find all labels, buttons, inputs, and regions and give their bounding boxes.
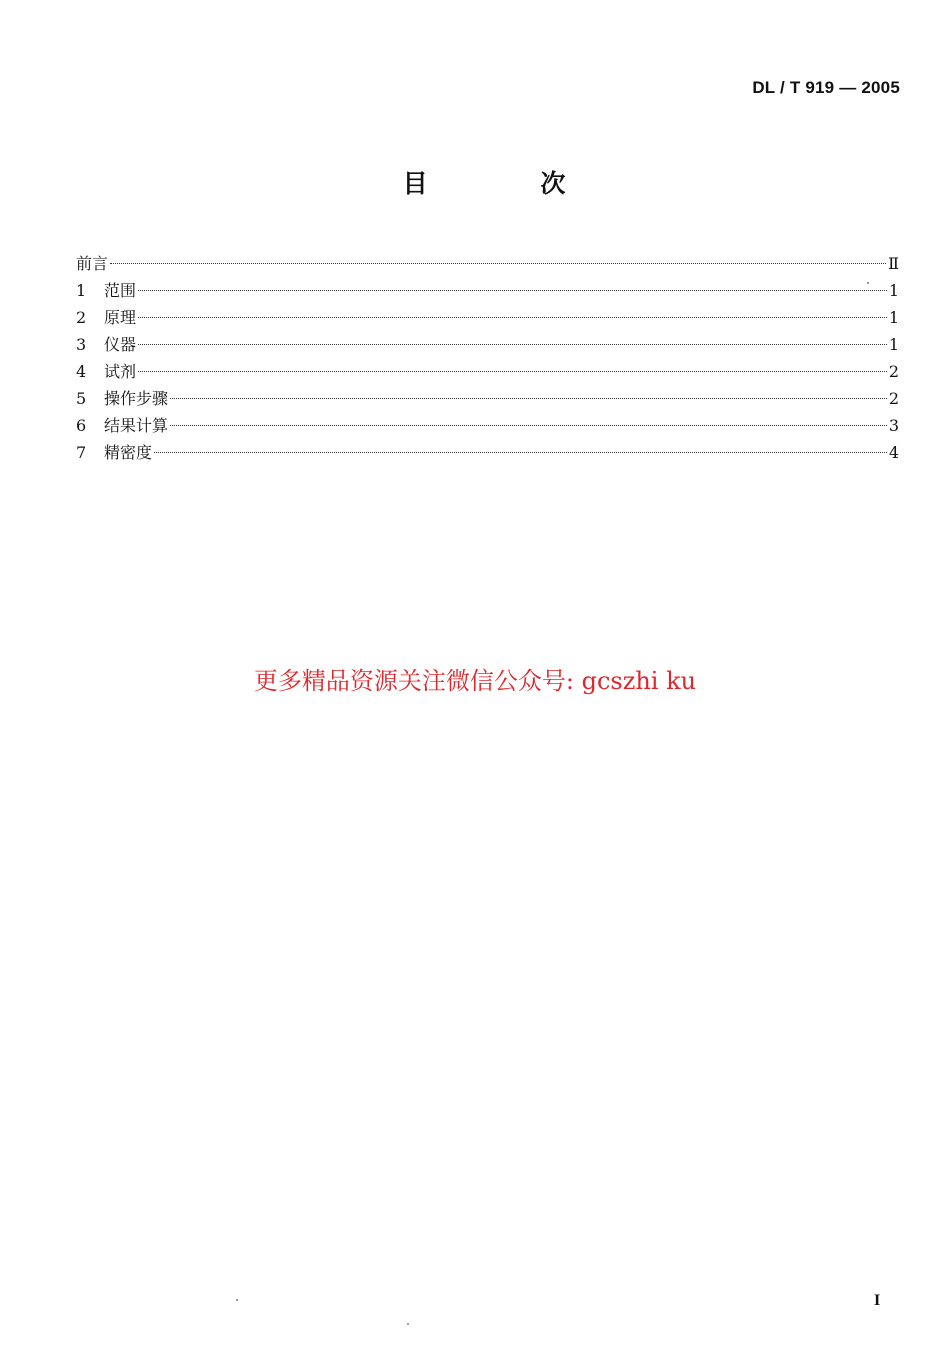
toc-entry-number: 5: [76, 389, 87, 408]
watermark-promo-text: 更多精品资源关注微信公众号: gcszhi ku: [253, 667, 697, 695]
toc-entry-number: 7: [76, 443, 87, 462]
toc-entry-page: 1: [888, 281, 899, 300]
table-of-contents: [76, 250, 899, 466]
toc-entry-page: Ⅱ: [888, 254, 899, 273]
scan-speck: [236, 1299, 238, 1301]
toc-entry-label: 结果计算: [104, 416, 169, 435]
toc-entry-foreword[interactable]: [76, 250, 899, 277]
toc-entry-label: 原理: [104, 308, 137, 327]
scan-speck: [867, 282, 869, 284]
toc-entry-label: 试剂: [104, 362, 137, 381]
toc-entry-page: 2: [888, 362, 899, 381]
toc-leader-dots: [170, 398, 887, 399]
toc-entry-calculation[interactable]: [76, 412, 899, 439]
toc-entry-scope[interactable]: [76, 277, 899, 304]
toc-entry-page: 2: [888, 389, 899, 408]
toc-entry-label: 操作步骤: [104, 389, 169, 408]
toc-entry-number: 4: [76, 362, 87, 381]
toc-leader-dots: [170, 425, 887, 426]
toc-entry-page: 1: [888, 335, 899, 354]
toc-entry-precision[interactable]: [76, 439, 899, 466]
toc-entry-number: 6: [76, 416, 87, 435]
toc-leader-dots: [138, 371, 887, 372]
toc-entry-procedure[interactable]: [76, 385, 899, 412]
toc-entry-reagents[interactable]: [76, 358, 899, 385]
toc-entry-page: 4: [888, 443, 899, 462]
toc-entry-page: 3: [888, 416, 899, 435]
toc-leader-dots: [138, 317, 887, 318]
toc-entry-label: 范围: [104, 281, 137, 300]
toc-entry-page: 1: [888, 308, 899, 327]
toc-leader-dots: [138, 290, 887, 291]
toc-entry-number: 1: [76, 281, 87, 300]
toc-entry-principle[interactable]: [76, 304, 899, 331]
toc-entry-label: 前言: [76, 254, 109, 273]
standard-code: DL / T 919 — 2005: [752, 78, 900, 97]
scan-speck: [407, 1323, 409, 1325]
toc-entry-apparatus[interactable]: [76, 331, 899, 358]
toc-entry-number: 3: [76, 335, 87, 354]
toc-leader-dots: [154, 452, 887, 453]
toc-leader-dots: [110, 263, 886, 264]
toc-entry-label: 精密度: [104, 443, 153, 462]
toc-title: 目 次: [402, 169, 618, 198]
toc-entry-label: 仪器: [104, 335, 137, 354]
page-number: I: [874, 1292, 881, 1309]
toc-entry-number: 2: [76, 308, 87, 327]
toc-leader-dots: [138, 344, 887, 345]
